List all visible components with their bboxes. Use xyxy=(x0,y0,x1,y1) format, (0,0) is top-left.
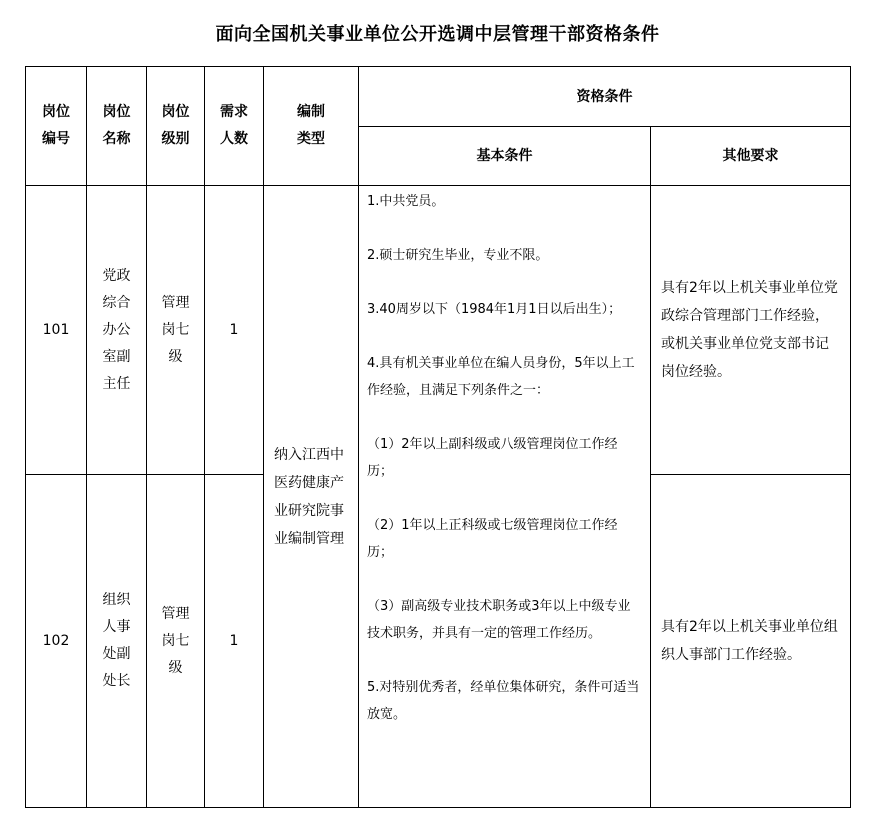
qualification-table xyxy=(25,66,851,808)
basic-condition-4-2: （2）1年以上正科级或七级管理岗位工作经历； xyxy=(367,518,618,560)
row-102-other: 具有2年以上机关事业单位组织人事部门工作经验。 xyxy=(651,475,851,808)
staff-type-cell: 纳入江西中医药健康产业研究院事业编制管理 xyxy=(264,186,359,808)
header-post-name: 岗位名称 xyxy=(87,67,147,186)
header-other: 其他要求 xyxy=(651,127,851,186)
basic-condition-2: 2.硕士研究生毕业，专业不限。 xyxy=(367,248,549,263)
table-row xyxy=(26,186,851,475)
row-101-other: 具有2年以上机关事业单位党政综合管理部门工作经验，或机关事业单位党支部书记岗位经验。 xyxy=(651,186,851,475)
header-quota: 需求人数 xyxy=(205,67,264,186)
row-101-level: 管理岗七级 xyxy=(147,186,205,475)
page-title: 面向全国机关事业单位公开选调中层管理干部资格条件 xyxy=(215,24,660,45)
header-basic: 基本条件 xyxy=(359,127,651,186)
row-102-quota: 1 xyxy=(205,475,264,808)
row-101-name: 党政综合办公室副主任 xyxy=(87,186,147,475)
row-102-level: 管理岗七级 xyxy=(147,475,205,808)
header-post-level: 岗位级别 xyxy=(147,67,205,186)
basic-condition-1: 1.中共党员。 xyxy=(367,194,445,209)
basic-condition-4-1: （1）2年以上副科级或八级管理岗位工作经历； xyxy=(367,437,618,479)
basic-condition-4: 4.具有机关事业单位在编人员身份，5年以上工作经验，且满足下列条件之一： xyxy=(367,356,635,398)
basic-conditions-cell xyxy=(359,186,651,808)
header-qualification: 资格条件 xyxy=(359,67,851,127)
row-102-code: 102 xyxy=(26,475,87,808)
basic-condition-5: 5.对特别优秀者，经单位集体研究，条件可适当放宽。 xyxy=(367,680,640,722)
row-101-quota: 1 xyxy=(205,186,264,475)
header-staff-type: 编制类型 xyxy=(264,67,359,186)
row-102-name: 组织人事处副处长 xyxy=(87,475,147,808)
header-post-code: 岗位编号 xyxy=(26,67,87,186)
basic-condition-3: 3.40周岁以下（1984年1月1日以后出生）； xyxy=(367,302,622,317)
row-101-code: 101 xyxy=(26,186,87,475)
basic-condition-4-3: （3）副高级专业技术职务或3年以上中级专业技术职务，并具有一定的管理工作经历。 xyxy=(367,599,631,641)
header-row-1 xyxy=(26,67,851,127)
